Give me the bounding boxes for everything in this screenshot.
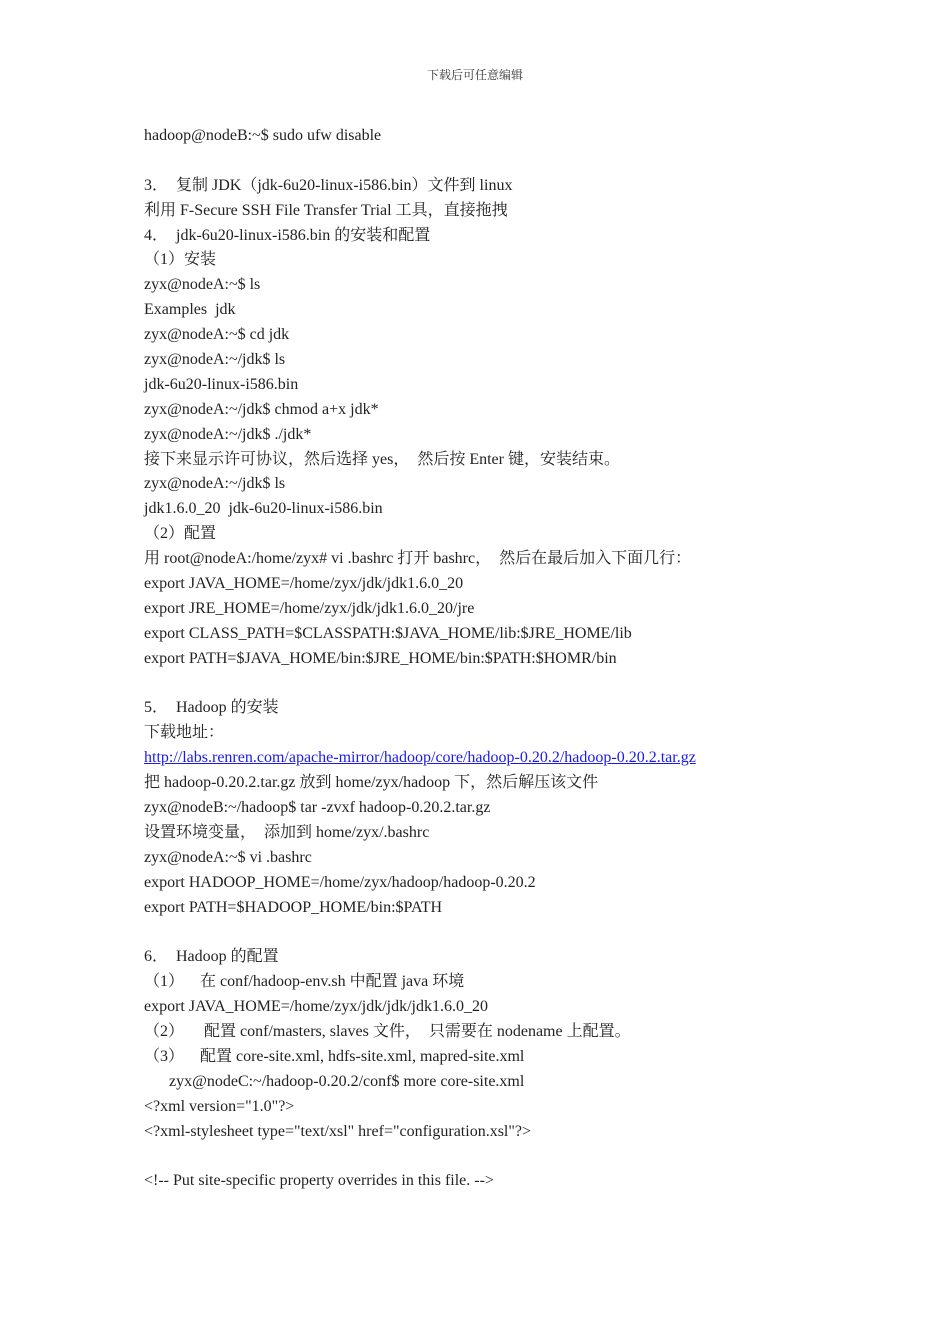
command-line: zyx@nodeB:~/hadoop$ tar -zvxf hadoop-0.20.2.tar.gz [144,799,491,817]
text-line: 接下来显示许可协议，然后选择 yes， 然后按 Enter 键，安装结束。 [144,450,620,468]
config-line: export CLASS_PATH=$CLASSPATH:$JAVA_HOME/lib:$JRE_HOME/lib [144,624,632,642]
text-line: 把 hadoop-0.20.2.tar.gz 放到 home/zyx/hadoop 下，然后解压该文件 [144,774,599,792]
page-header: 下载后可任意编辑 [426,68,523,82]
text-line: 设置环境变量， 添加到 home/zyx/.bashrc [144,823,430,841]
text-line: （2） 配置 conf/masters, slaves 文件， 只需要在 nodename 上配置。 [144,1023,631,1041]
command-line: zyx@nodeA:~$ ls [144,276,261,294]
section-heading: 3． 复制 JDK（jdk-6u20-linux-i586.bin）文件到 linux [144,176,513,194]
text-line: （1） 在 conf/hadoop-env.sh 中配置 java 环境 [144,973,465,991]
xml-line: <?xml version="1.0"?> [144,1097,295,1115]
subsection-heading: （2）配置 [144,525,217,543]
command-line: zyx@nodeA:~/jdk$ chmod a+x jdk* [144,400,379,418]
command-line: zyx@nodeA:~/jdk$ ls [144,351,286,369]
command-line: zyx@nodeA:~/jdk$ ls [144,475,286,493]
document-body [144,124,904,1194]
text-line: 用 root@nodeA:/home/zyx# vi .bashrc 打开 bashrc， 然后在最后加入下面几行： [144,550,692,568]
xml-line: <?xml-stylesheet type="text/xsl" href="configuration.xsl"?> [144,1122,532,1140]
section-heading: 4． jdk-6u20-linux-i586.bin 的安装和配置 [144,226,431,244]
blank-line [144,921,904,946]
xml-comment-line: <!-- Put site-specific property overrides in this file. --> [144,1172,494,1190]
output-line: jdk-6u20-linux-i586.bin [144,375,299,393]
text-line: 利用 F-Secure SSH File Transfer Trial 工具，直接拖拽 [144,201,508,219]
text-line: hadoop@nodeB:~$ sudo ufw disable [144,127,382,144]
config-line: export JAVA_HOME=/home/zyx/jdk/jdk/jdk1.6.0_20 [144,998,488,1016]
text-line: 下载地址： [144,724,225,742]
blank-line [144,1145,904,1170]
command-line: zyx@nodeC:~/hadoop-0.20.2/conf$ more core-site.xml [169,1072,525,1090]
output-line: jdk1.6.0_20 jdk-6u20-linux-i586.bin [144,500,383,518]
config-line: export JAVA_HOME=/home/zyx/jdk/jdk1.6.0_20 [144,575,464,593]
section-heading: 6． Hadoop 的配置 [144,948,279,966]
blank-line [144,672,904,697]
command-line: zyx@nodeA:~$ cd jdk [144,326,290,344]
config-line: export HADOOP_HOME=/home/zyx/hadoop/hadoop-0.20.2 [144,873,536,891]
download-link[interactable]: http://labs.renren.com/apache-mirror/hadoop/core/hadoop-0.20.2/hadoop-0.20.2.tar.gz [144,749,696,767]
command-line: zyx@nodeA:~/jdk$ ./jdk* [144,425,312,443]
blank-line [144,149,904,174]
command-line: zyx@nodeA:~$ vi .bashrc [144,848,312,866]
config-line: export JRE_HOME=/home/zyx/jdk/jdk1.6.0_20/jre [144,599,475,617]
output-line: Examples jdk [144,301,236,319]
subsection-heading: （1）安装 [144,251,217,269]
section-heading: 5． Hadoop 的安装 [144,699,279,717]
config-line: export PATH=$HADOOP_HOME/bin:$PATH [144,898,443,916]
config-line: export PATH=$JAVA_HOME/bin:$JRE_HOME/bin:$PATH:$HOMR/bin [144,649,617,667]
text-line: （3） 配置 core-site.xml, hdfs-site.xml, mapred-site.xml [144,1047,525,1065]
